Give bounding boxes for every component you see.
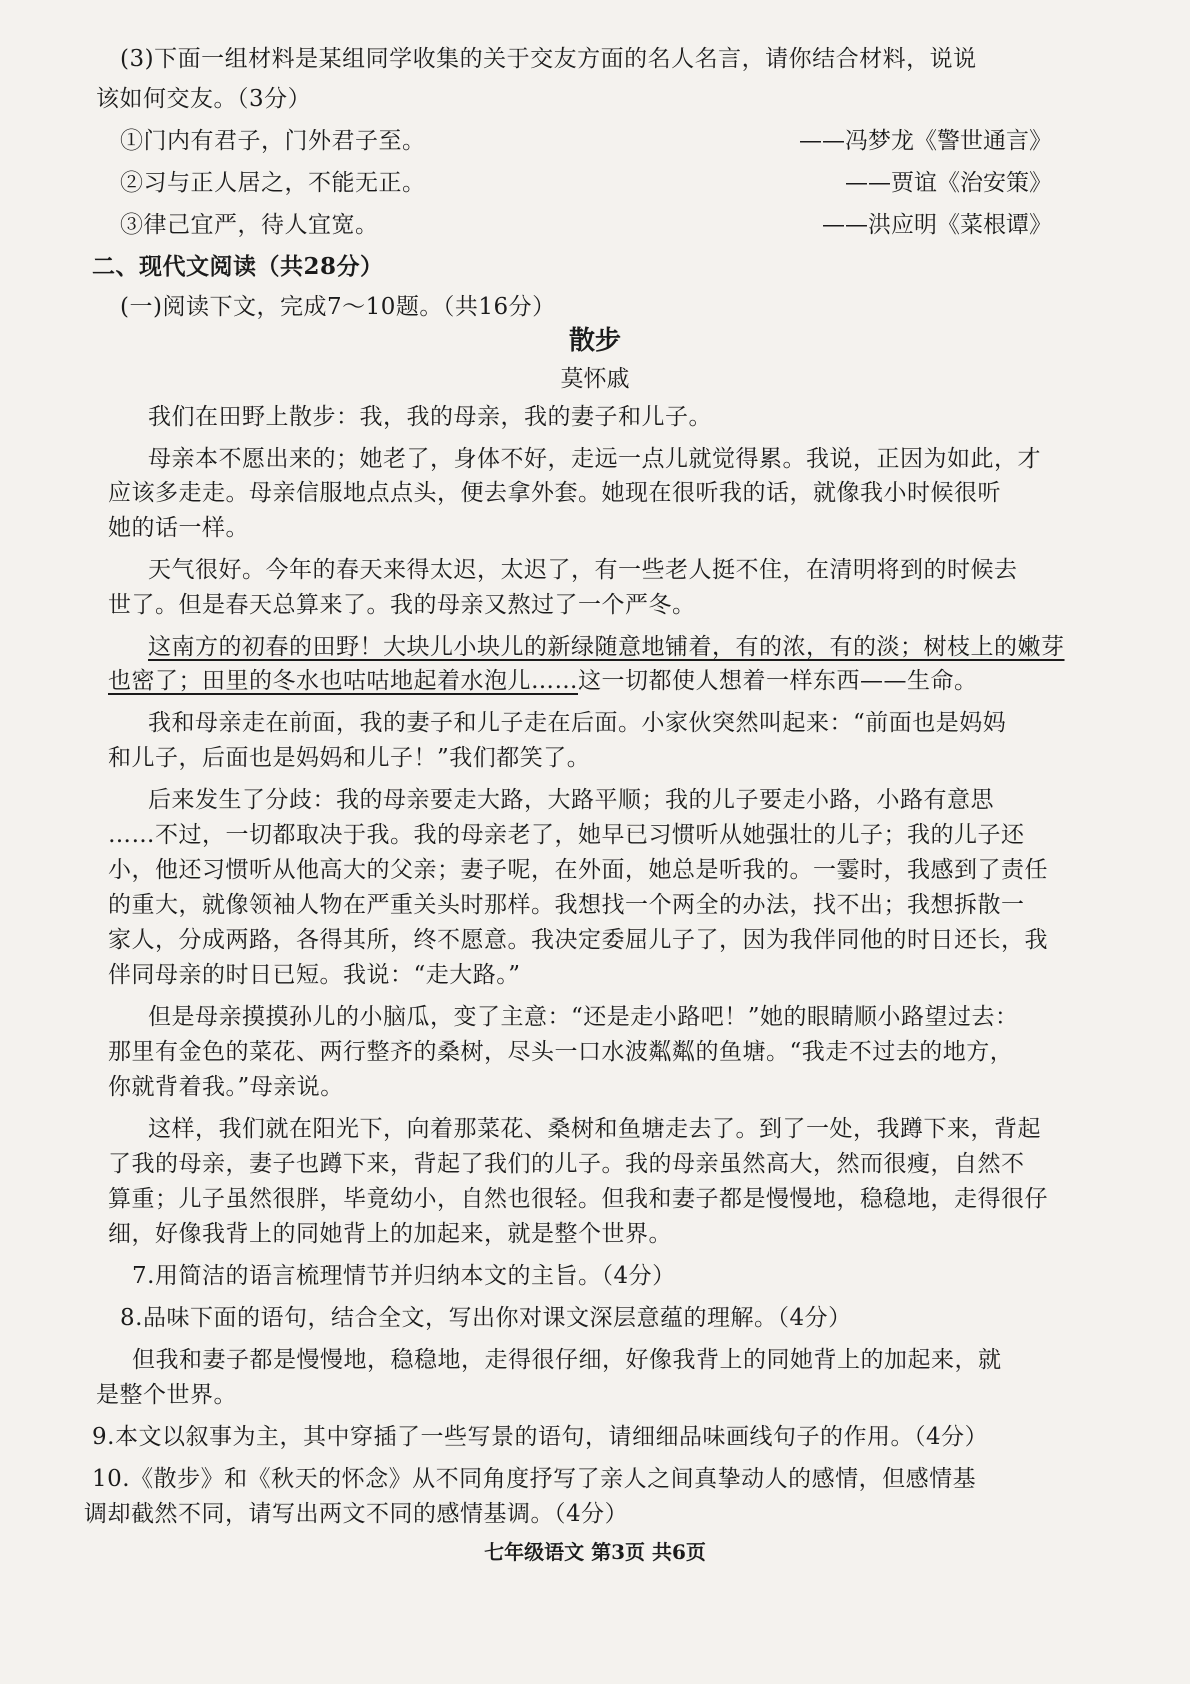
body-line: 伴同母亲的时日已短。我说：“走大路。” xyxy=(108,962,521,988)
body-line: 我们在田野上散步：我，我的母亲，我的妻子和儿子。 xyxy=(148,404,712,430)
body-line-tail: 这一切都使人想着一样东西——生命。 xyxy=(578,668,978,694)
question-8-quote-1: 但我和妻子都是慢慢地，稳稳地，走得很仔细，好像我背上的同她背上的加起来，就 xyxy=(132,1347,1002,1373)
body-line: 细，好像我背上的同她背上的加起来，就是整个世界。 xyxy=(108,1221,672,1247)
body-line: 家人，分成两路，各得其所，终不愿意。我决定委屈儿子了，因为我伴同他的时日还长，我 xyxy=(108,927,1048,953)
q3-line-1: (3)下面一组材料是某组同学收集的关于交友方面的名人名言，请你结合材料，说说 xyxy=(120,46,977,72)
quote-2-source: ——贾谊《治安策》 xyxy=(845,170,1052,196)
body-line: 和儿子，后面也是妈妈和儿子！”我们都笑了。 xyxy=(108,745,591,771)
body-line: 你就背着我。”母亲说。 xyxy=(108,1074,344,1100)
q3-line-2: 该如何交友。（3分） xyxy=(96,86,312,112)
body-line: 世了。但是春天总算来了。我的母亲又熬过了一个严冬。 xyxy=(108,592,696,618)
underlined-sentence: 这南方的初春的田野！大块儿小块儿的新绿随意地铺着，有的浓，有的淡；树枝上的嫩芽 xyxy=(148,634,1065,660)
article-author: 莫怀戚 xyxy=(560,366,630,392)
body-line: 那里有金色的菜花、两行整齐的桑树，尽头一口水波粼粼的鱼塘。“我走不过去的地方， xyxy=(108,1039,1014,1065)
body-line: 应该多走走。母亲信服地点点头，便去拿外套。她现在很听我的话，就像我小时候很听 xyxy=(108,480,1001,506)
body-line: 天气很好。今年的春天来得太迟，太迟了，有一些老人挺不住，在清明将到的时候去 xyxy=(148,557,1018,583)
body-line: 她的话一样。 xyxy=(108,515,249,541)
question-9: 9.本文以叙事为主，其中穿插了一些写景的语句，请细细品味画线句子的作用。（4分） xyxy=(92,1424,989,1450)
page-footer: 七年级语文 第3页 共6页 xyxy=(484,1540,706,1564)
article-title: 散步 xyxy=(568,326,621,356)
quote-3-text: ③律己宜严，待人宜宽。 xyxy=(120,212,379,238)
question-8: 8.品味下面的语句，结合全文，写出你对课文深层意蕴的理解。（4分） xyxy=(120,1305,852,1331)
question-10-line-1: 10.《散步》和《秋天的怀念》从不同角度抒写了亲人之间真挚动人的感情，但感情基 xyxy=(92,1466,977,1492)
question-8-quote-2: 是整个世界。 xyxy=(96,1382,237,1408)
body-line: 后来发生了分歧：我的母亲要走大路，大路平顺；我的儿子要走小路，小路有意思 xyxy=(148,787,994,813)
body-line: 但是母亲摸摸孙儿的小脑瓜，变了主意：“还是走小路吧！”她的眼睛顺小路望过去： xyxy=(148,1004,1019,1030)
section-sub: (一)阅读下文，完成7～10题。（共16分） xyxy=(120,294,556,320)
body-line: 小，他还习惯听从他高大的父亲；妻子呢，在外面，她总是听我的。一霎时，我感到了责任 xyxy=(108,857,1048,883)
quote-1-text: ①门内有君子，门外君子至。 xyxy=(120,128,426,154)
quote-1-source: ——冯梦龙《警世通言》 xyxy=(799,128,1052,154)
section-heading: 二、现代文阅读（共28分） xyxy=(92,253,384,280)
question-10-line-2: 调却截然不同，请写出两文不同的感情基调。（4分） xyxy=(84,1501,629,1527)
body-line-mixed xyxy=(108,664,978,698)
body-line: 算重；儿子虽然很胖，毕竟幼小，自然也很轻。但我和妻子都是慢慢地，稳稳地，走得很仔 xyxy=(108,1186,1048,1212)
body-line: 这样，我们就在阳光下，向着那菜花、桑树和鱼塘走去了。到了一处，我蹲下来，背起 xyxy=(148,1116,1041,1142)
body-line: 我和母亲走在前面，我的妻子和儿子走在后面。小家伙突然叫起来：“前面也是妈妈 xyxy=(148,710,1007,736)
body-line: 母亲本不愿出来的；她老了，身体不好，走远一点儿就觉得累。我说，正因为如此，才 xyxy=(148,446,1041,472)
body-line: ……不过，一切都取决于我。我的母亲老了，她早已习惯听从她强壮的儿子；我的儿子还 xyxy=(108,822,1025,848)
quote-2-text: ②习与正人居之，不能无正。 xyxy=(120,170,426,196)
body-line: 的重大，就像领袖人物在严重关头时那样。我想找一个两全的办法，找不出；我想拆散一 xyxy=(108,892,1025,918)
body-line: 了我的母亲，妻子也蹲下来，背起了我们的儿子。我的母亲虽然高大，然而很瘦，自然不 xyxy=(108,1151,1025,1177)
underlined-sentence-end: 也密了；田里的冬水也咕咕地起着水泡儿…… xyxy=(108,668,578,694)
question-7: 7.用简洁的语言梳理情节并归纳本文的主旨。（4分） xyxy=(132,1263,676,1289)
quote-3-source: ——洪应明《菜根谭》 xyxy=(822,212,1052,238)
